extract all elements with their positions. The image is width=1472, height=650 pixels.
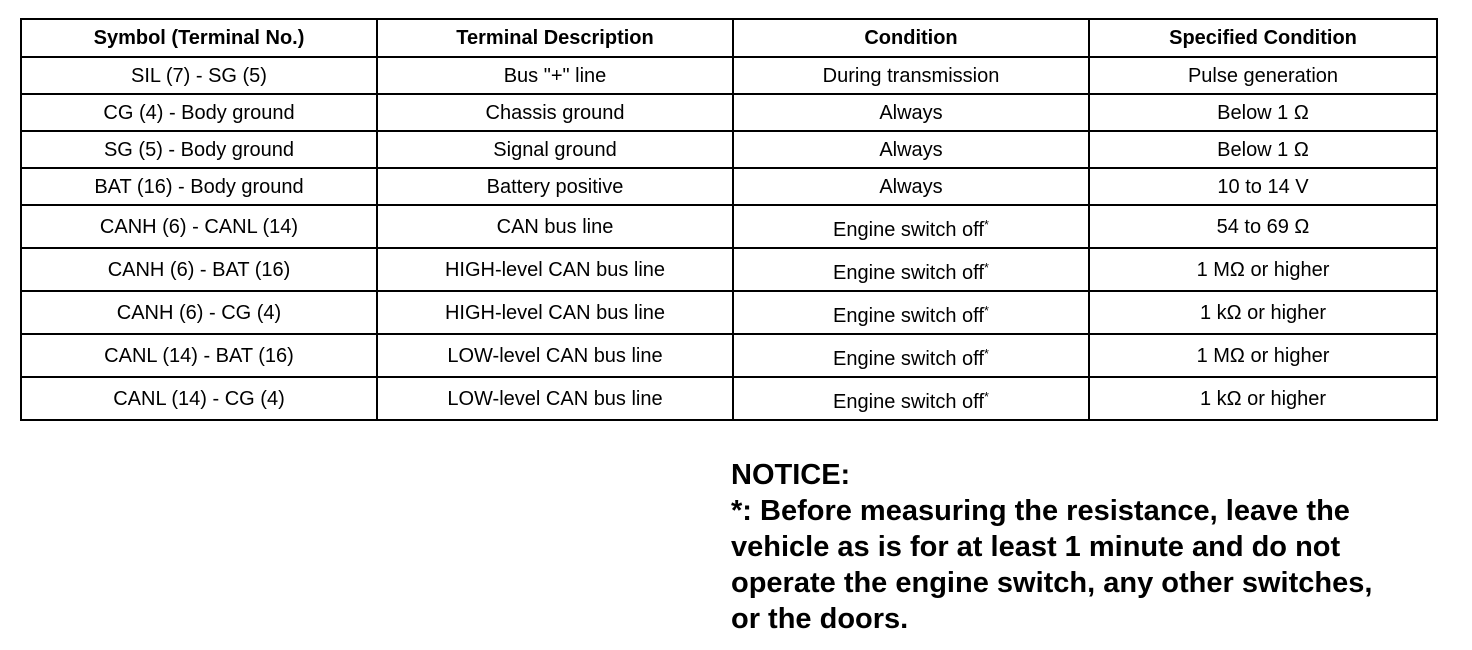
- notice-line: or the doors.: [731, 603, 909, 635]
- cell-symbol: CG (4) - Body ground: [21, 94, 377, 131]
- terminal-table: [20, 18, 1438, 421]
- table-row: [21, 291, 1437, 334]
- condition-text: Always: [879, 138, 943, 161]
- table-row: [21, 168, 1437, 205]
- cell-specified: 1 kΩ or higher: [1089, 377, 1437, 420]
- cell-condition: [733, 248, 1089, 291]
- cell-specified: Below 1 Ω: [1089, 94, 1437, 131]
- cell-description: LOW-level CAN bus line: [377, 377, 733, 420]
- cell-symbol: SG (5) - Body ground: [21, 131, 377, 168]
- footnote-asterisk: *: [983, 302, 989, 318]
- notice-line: vehicle as is for at least 1 minute and do not: [731, 531, 1341, 563]
- table-row: [21, 248, 1437, 291]
- notice-line: *: Before measuring the resistance, leave the: [731, 495, 1350, 527]
- cell-condition: [733, 377, 1089, 420]
- cell-condition: [733, 205, 1089, 248]
- condition-text: Engine switch off: [833, 390, 984, 413]
- condition-text: Always: [879, 175, 943, 198]
- notice-title: NOTICE:: [731, 459, 851, 491]
- cell-description: HIGH-level CAN bus line: [377, 291, 733, 334]
- table-row: [21, 377, 1437, 420]
- cell-symbol: CANL (14) - CG (4): [21, 377, 377, 420]
- notice-block: [731, 457, 1451, 637]
- header-condition: Condition: [733, 19, 1089, 57]
- condition-wrap: [833, 388, 989, 413]
- table-row: [21, 205, 1437, 248]
- table-row: [21, 334, 1437, 377]
- cell-description: CAN bus line: [377, 205, 733, 248]
- header-symbol: Symbol (Terminal No.): [21, 19, 377, 57]
- notice-line: operate the engine switch, any other switches,: [731, 567, 1373, 599]
- cell-specified: 1 kΩ or higher: [1089, 291, 1437, 334]
- cell-specified: Pulse generation: [1089, 57, 1437, 94]
- cell-specified: 1 MΩ or higher: [1089, 248, 1437, 291]
- cell-condition: [733, 168, 1089, 205]
- cell-condition: [733, 334, 1089, 377]
- table-row: [21, 57, 1437, 94]
- cell-symbol: CANH (6) - BAT (16): [21, 248, 377, 291]
- cell-symbol: CANH (6) - CANL (14): [21, 205, 377, 248]
- footnote-asterisk: *: [983, 345, 989, 361]
- cell-condition: [733, 291, 1089, 334]
- cell-symbol: SIL (7) - SG (5): [21, 57, 377, 94]
- condition-wrap: [833, 345, 989, 370]
- condition-wrap: [833, 259, 989, 284]
- table-row: [21, 131, 1437, 168]
- cell-specified: 1 MΩ or higher: [1089, 334, 1437, 377]
- cell-description: Signal ground: [377, 131, 733, 168]
- cell-description: Chassis ground: [377, 94, 733, 131]
- cell-specified: 54 to 69 Ω: [1089, 205, 1437, 248]
- condition-text: Engine switch off: [833, 261, 984, 284]
- condition-text: Engine switch off: [833, 218, 984, 241]
- header-terminal-description: Terminal Description: [377, 19, 733, 57]
- cell-symbol: CANL (14) - BAT (16): [21, 334, 377, 377]
- cell-specified: Below 1 Ω: [1089, 131, 1437, 168]
- condition-wrap: [833, 216, 989, 241]
- footnote-asterisk: *: [983, 388, 989, 404]
- cell-description: LOW-level CAN bus line: [377, 334, 733, 377]
- condition-wrap: [833, 302, 989, 327]
- cell-symbol: CANH (6) - CG (4): [21, 291, 377, 334]
- cell-condition: [733, 131, 1089, 168]
- cell-specified: 10 to 14 V: [1089, 168, 1437, 205]
- terminal-table-container: [20, 18, 1436, 421]
- table-row: [21, 94, 1437, 131]
- header-specified-condition: Specified Condition: [1089, 19, 1437, 57]
- condition-text: Always: [879, 101, 943, 124]
- cell-description: Bus "+" line: [377, 57, 733, 94]
- cell-condition: [733, 57, 1089, 94]
- cell-condition: [733, 94, 1089, 131]
- table-header-row: [21, 19, 1437, 57]
- cell-description: HIGH-level CAN bus line: [377, 248, 733, 291]
- cell-description: Battery positive: [377, 168, 733, 205]
- footnote-asterisk: *: [983, 216, 989, 232]
- condition-text: Engine switch off: [833, 347, 984, 370]
- condition-text: During transmission: [822, 64, 1000, 87]
- condition-text: Engine switch off: [833, 304, 984, 327]
- footnote-asterisk: *: [983, 259, 989, 275]
- cell-symbol: BAT (16) - Body ground: [21, 168, 377, 205]
